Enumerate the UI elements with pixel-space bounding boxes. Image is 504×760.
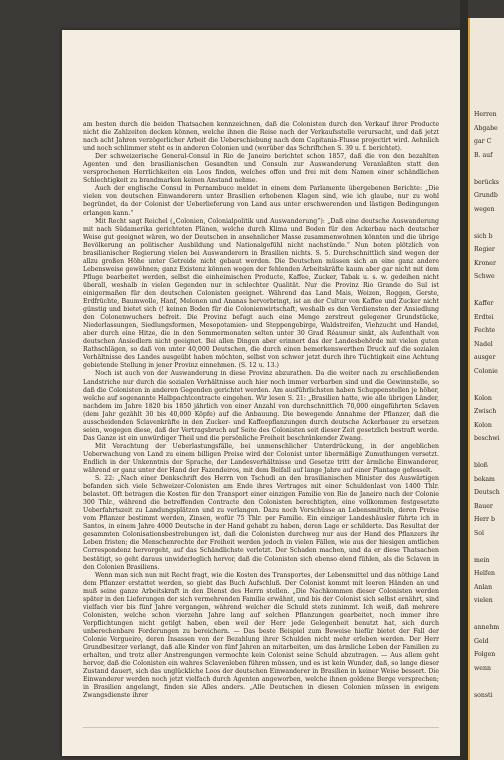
next-page-line: Zwisch (474, 408, 497, 415)
paragraph: Mit Verachtung der Ueberlastungsfälle, bei unmenschlicher Unterdrückung, in der angeblichen Ueberwachung von Land zu einem billigen Preise wird der Colonist unter übermäßige Zumuthungen versetzt. Endlich in der Unkenntnis der Sprache, der Landesverhältnisse und Gesetze tritt der ärmliche Einwanderer, während er ganz unter der Hand der Fazendeiros, mit dem Beifall auf lange Jahre auf einer Plantage gefesselt. (83, 442, 439, 475)
next-page-line: sich b (474, 232, 493, 240)
next-page-line: ausger (474, 354, 496, 361)
paragraph: am besten durch die beiden Thatsachen kennzeichnen, daß die Colonisten durch den Verkauf ihrer Producte nicht die Zahlzeiten decken können, welche ihnen die Reise nach der Verkaufsstelle verursacht, und daß jetzt nach acht Jahren verzögerlicher Arbeit die Ueberschiebung nach dem Capitania-Flusse projectirt wird. Aehnlich und noch schlimmer steht es in anderen Colonien und (worüber das Schriftchen S. 39 u. f. berichtet). (83, 121, 439, 153)
next-page-line: wenn (474, 664, 491, 672)
next-page-line (474, 284, 504, 298)
next-page-line: berücks (474, 178, 499, 186)
next-page-line: Kolon (474, 394, 492, 402)
footer-rule (83, 727, 439, 728)
next-page-edge (468, 18, 504, 760)
next-page-line: Kolon (474, 421, 492, 429)
next-page-line: Herr b (474, 516, 495, 523)
paragraph: Noch ist auch von der Auswanderung in diese Provinz abzurathen. Da die weiter nach zu erschließenden Landstriche nur durch die sozialen Verhältnisse auch hier noch immer verbarben sind und die Gewinnstelle, so daß die Colonisten in anderen Gegenden gerichtet werden. Am ausführlichsten haben Schuppenstellen je höher, welche auf sogenannte Halbpachtcontracte eingehen. Wir lesen S. 21: „Brasilien hatte, wie alle übrigen Länder, nachdem im Jahre 1820 bis 1850 jährlich von einer Anzahl von durchschnittlich 70,000 eingeführten Sclaven (dem Jahr gezählt 30 bis 40,000 Köpfe) auf die Anbauung. Die bewegende Annahme der Pflanzer, daß die ausscheidenden Sclavenkräfte in den Zucker- und Kaffeepflanzungen durch deutsche Ackerbauer zu ersetzen seien, wogegen diese, daß der Vertragsbruch auf Seite des Colonisten seit dieser Zeit gesetzlich bestraft werde. Das Ganze ist ein unwürdiger Theil und die persönliche Freiheit beschränkender Zwang. (83, 370, 439, 442)
next-page-line: annehm (474, 624, 500, 631)
next-page-line (474, 216, 504, 230)
paragraph: Der schweizerische General-Consul in Rio de Janeiro berichtet schon 1857, daß die von den bezahlten Agenten und den brasilianischen Gesandten und Consuln zur Auswanderung Veranlaßten statt den versprochenen Herrlichkeiten ein Loos finden, welches offen und frei mit dem Namen einer schändlichen Schlechtigkeit zu brandmarken keinen Anstand nehme. (83, 153, 439, 185)
book-gutter (460, 0, 468, 760)
document-page (62, 30, 460, 756)
next-page-line: Grundb (474, 192, 498, 199)
next-page-line: Schwe (474, 273, 495, 280)
next-page-line: Erdtei (474, 313, 494, 321)
next-page-line: Helfen (474, 570, 495, 577)
next-page-line: Colonie (474, 367, 498, 375)
paragraph: S. 22: „Nach einer Denkschrift des Herrn von Tschudi an den brasilianischen Minister des Auswärtigen befanden sich viele Schweizer-Colonisten am Ende ihres Vertrages mit einer Schuldenlast von 1400 Thlr. belastet. Oft betragen die Kosten für den Transport einer einzigen Familie von Rio de Janeiro nach der Colonie 300 Thlr., während die betreffenden Contracte den Colonisten berechtigten, eine vollkommen festgesetzte Ueberfahrtszeit zu Landungsplätzen und zu verlangen. Dazu noch Vorschüsse an Lebensmitteln, deren Preise vom Pflanzer bestimmt werden, Zinsen, wofür 75 Thlr. per Familie. Ein einziger Landeshäusler führte ich in Santos, in einem Jahre 4000 Deutsche in der Hand gehabt zu haben, deren Lage er schilderte. Das Resultat der gesammten Colonisationsbestrebungen ist, daß die Colonisten durchweg nur aus der Hand des Pflanzers ihr Leben fristen; die Menschenrechte der Freiheit werden jedoch in vielen Fällen, wie aus der hiesigen amtlichen Correspondenz hervorgeht, auf das Schändlichste verletzt. Der Schaden machen, und da er diese Thatsachen bestätigt, so geht daraus unwiderleglich hervor, daß die Colonisten sich ebenso elend fühlen, als die Sclaven in den Colonien Brasiliens. (83, 475, 439, 571)
next-page-line: B. auf (474, 151, 493, 159)
next-page-line (474, 378, 504, 392)
next-page-line (474, 608, 504, 622)
paragraph: Wenn man sich nun mit Recht fragt, wie die Kosten des Transportes, der Lebensmittel und das nöthige Land dem Pflanzer erstattet werden, so giebt das Buch Aufschluß. Der Colonist kommt mit leeren Händen an und muß seine ganze Arbeitskraft in den Dienst des Herrn stellen. „Die Nachkommen dieser Colonisten werden später in den Lieferungen der sich vermehrenden Familie erwähnt, und bis der Colonist sich selbst ernährt, sind vielfach vier bis fünf Jahre vergangen, während welcher die Schuld stets zunimmt. Ich weiß, daß mehrere Colonisten, welche schon vierzehn Jahre lang auf solchen Pflanzungen gearbeitet, noch immer ihre Verpflichtungen nicht getilgt haben, eben weil der Herr jede Gelegenheit benutzt hat, sich durch unberechenbare Forderungen zu bereichern. — Das beste Beispiel zum Beweise hiefür bietet der Fall der Colonie Vergueiro, deren Insassen von der Bezahlung ihrer Schulden nicht mehr erleben werden. Der Herr Grundbesitzer verlangt, daß alle Kinder von fünf Jahren an mitarbeiten, um das ärmliche Leben der Familien zu erhalten, und trotz aller Anstrengungen vermochte kein Colonist seine Schuld abzutragen. — Aus allem geht hervor, daß die Colonisten ein wahres Sclavenleben führen müssen, und es ist kein Wunder, daß, so lange dieser Zustand dauert, sich das unglückliche Loos der deutschen Einwanderer in Brasilien in keiner Weise bessert. Die Einwanderer werden noch jetzt vielfach durch Agenten angeworben, welche ihnen goldene Berge versprechen; in Brasilien angelangt, finden sie Alles anders. „Alle Deutschen in diesen Colonien müssen in ewigem Zwangsdienste ihrer (83, 571, 439, 700)
next-page-line (474, 162, 504, 176)
next-page-line: Sol (474, 529, 484, 537)
next-page-line: Kroner (474, 259, 496, 267)
next-page-line: sonsti (474, 691, 493, 699)
next-page-line: bloß (474, 462, 488, 469)
next-page-line: bekam (474, 475, 495, 483)
next-page-line (474, 540, 504, 554)
next-page-line: Kaffer (474, 300, 494, 307)
next-page-line: Fechte (474, 327, 496, 334)
next-page-line: Anlan (474, 583, 493, 591)
next-page-line (474, 675, 504, 689)
next-page-line: beschwi (474, 435, 500, 442)
next-page-line: vielen (474, 597, 493, 604)
paragraph: Auch der englische Consul in Pernambuco meldet in einem dem Parlamente übergebenen Berichte: „Die vielen von deutschen Einwanderern unter Brasilien erhobenen Klagen sind, wie ich glaube, nur zu wohl begründet, da der Colonist der Ueberlieferung von Land aus unter erschwerenden und lästigen Bedingungen erlangen kann.“ (83, 185, 439, 217)
next-page-line: Nadel (474, 340, 493, 348)
next-page-text (474, 108, 504, 702)
next-page-line: Folgen (474, 651, 496, 658)
next-page-line: wegen (474, 205, 495, 213)
next-page-line: Deutsch (474, 489, 500, 496)
next-page-line: Geld (474, 637, 489, 645)
paragraph: Mit Recht sagt Reichel („Colonien, Colonialpolitik und Auswanderung“): „Daß eine deutsche Auswanderung mit nach Südamerika gerichteten Plänen, welche durch Klima und Boden für den Ackerbau nach deutscher Weise gut geeignet wären, wo der Deutschen in ansehnlicher Masse zusammenwohnen könnten und die übrige Bevölkerung an politischer Ausbildung und Nationalgefühl nicht nachstünde.“ Nun boten plötzlich von brasilianischer Regierung vielen bei Auswanderern in Brasilien nichts. S. 5. Durchschnittlich sind wegen der allzu großen Höhe unter Getreide nicht gebaut werden. Die Deutschen müssen sich an eine ganz andere Lebensweise gewöhnen; ganz Existenz können wegen der fehlenden Arbeitskräfte kaum aber gar nicht mit dem Pfluge bearbeitet werden, selbst die einheimischen Producte, Kaffee, Zucker, Tabak u. s. w. gedeihen nicht überall, weshalb in vielen Gegenden nur in schlechter Qualität. Nur die Provinz Rio Grande do Sul ist einigermaßen für den deutschen Colonisten geeignet. Während das Land Mais, Weizen, Roggen, Gerste, Erdfrüchte, Baumwolle, Hanf, Melonen und Ananas hervorbringt, ist an der Cultur von Kaffee und Zucker nicht günstig und bietet sich (! keinen Boden für die Colonienwirtschaft, weshalb es den Verdiensten der Ansiedlung den Colonenwuchers befreit. Die Provinz befugt auch eine Menge zerstreut gelegener Grundstücke, Niederlassungen, Siedlungsformen, Mesopotamien- und Steppengebirge, Waldstreifen, Viehzucht und Handel, aber durch eine Hitze, die in den Sommermonaten selten unter 30 Grad Réaumur sinkt, als Aufenthalt von deutschen Ansiedlern nicht geeignet. Bei allen Dingen aber erinnert das der Landesbehörde mit vielen guten Rathschlägen, so daß von unter 40,000 Deutschen, die durch einen bemerkenswerthen Druck auf die sozialen Verhältnisse des Landes ausgeübt haben möchten, selbst von schwer jetzt durch ihre Tüchtigkeit eine Achtung gebietende Stellung in jener Provinz einnehmen. (S. 12 u. 13.) (83, 217, 439, 370)
next-page-line: Herren (474, 111, 497, 118)
page-text (83, 121, 439, 700)
next-page-line: gar C (474, 138, 492, 145)
next-page-line: Regier (474, 246, 495, 253)
next-page-line (474, 446, 504, 460)
next-page-line: Abgabe (474, 124, 498, 132)
next-page-line: mein (474, 556, 490, 564)
next-page-line: Bauer (474, 502, 493, 510)
